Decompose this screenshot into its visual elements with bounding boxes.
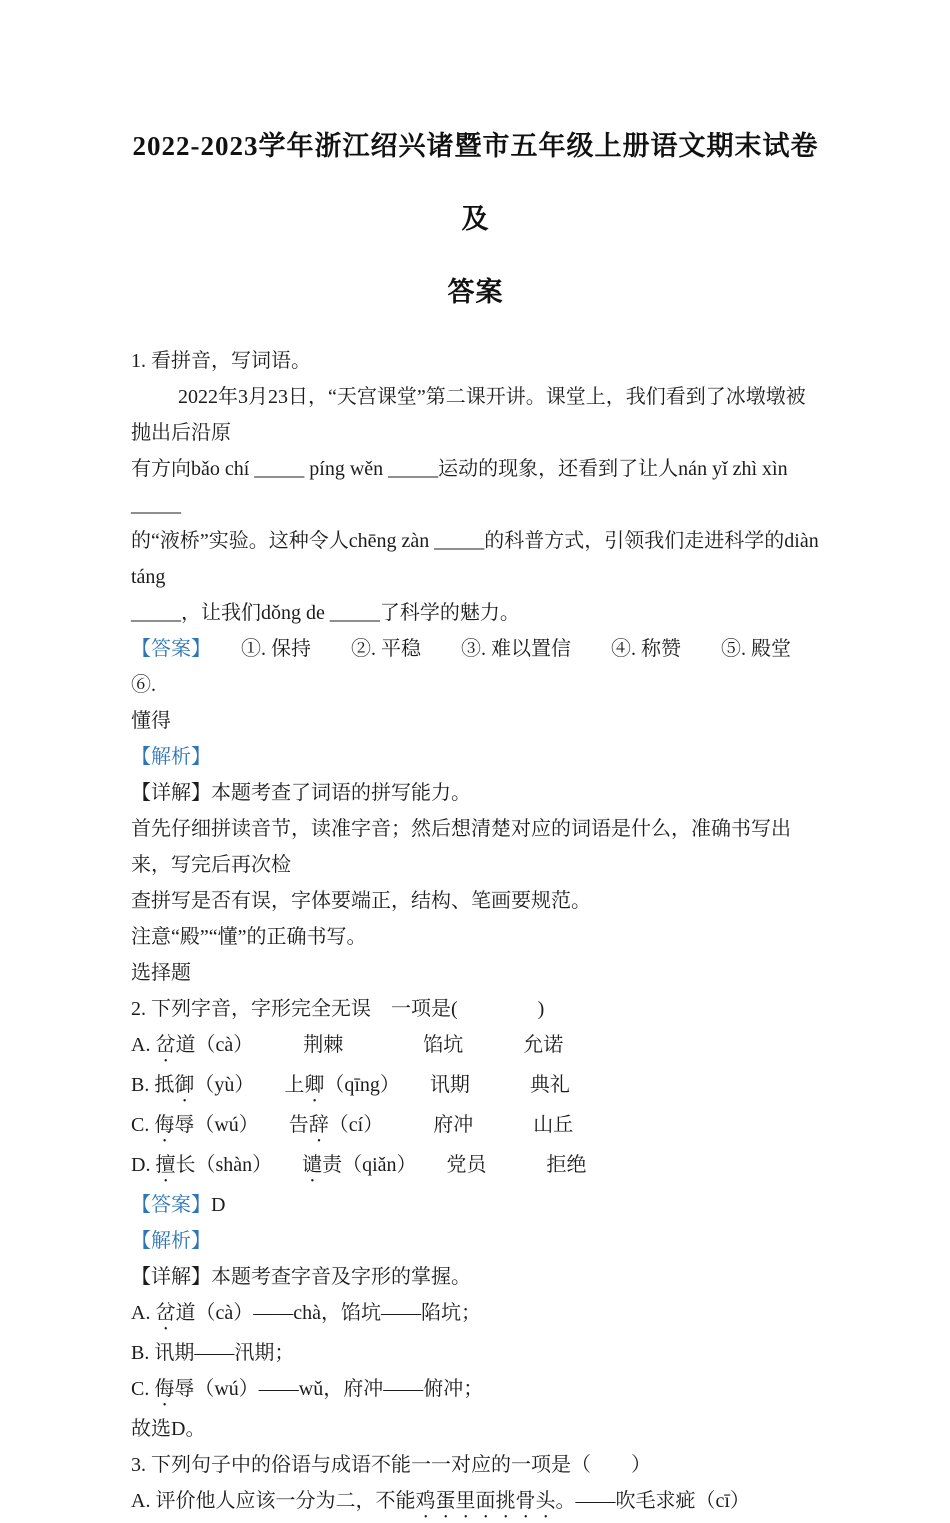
text-segment: 有方向bǎo chí _____ píng wěn _____运动的现象，还看到了让人nán yǐ zhì xìn _____: [131, 458, 793, 516]
text-segment: 2. 下列字音，字形完全无误 一项是( ): [131, 998, 545, 1020]
q2-analysis-line-1: [131, 1259, 820, 1295]
emphasized-text: 岔: [155, 1302, 176, 1324]
question-1-stem: [131, 343, 820, 379]
q1-analysis-line-2: [131, 811, 820, 883]
text-segment: D: [211, 1194, 226, 1216]
q2-analysis-label: [131, 1223, 820, 1259]
text-segment: C.: [131, 1378, 155, 1400]
emphasized-text: 辞: [308, 1114, 329, 1136]
emphasized-text: 岔: [155, 1034, 176, 1056]
text-segment: （cí） 府冲 山丘: [328, 1114, 574, 1136]
q2-analysis-c: [131, 1371, 820, 1411]
emphasized-text: 鸡蛋里面挑骨头: [415, 1490, 556, 1512]
q2-analysis-b: [131, 1335, 820, 1371]
q2-option-a: [131, 1027, 820, 1067]
q2-option-b: [131, 1067, 820, 1107]
doc-body: [131, 343, 831, 1523]
question-3-stem: [131, 1447, 820, 1483]
text-segment: 【详解】本题考查了词语的拼写能力。: [131, 782, 471, 804]
bracket-label: 【答案】: [131, 638, 201, 660]
q1-passage-line-2: [131, 451, 820, 523]
text-segment: 注意“殿”“懂”的正确书写。: [131, 926, 367, 948]
text-segment: 辱（wú） 告: [174, 1114, 309, 1136]
text-segment: 责（qiǎn） 党员 拒绝: [322, 1154, 587, 1176]
text-segment: B. 抵: [131, 1074, 175, 1096]
bracket-label: 【解析】: [131, 746, 211, 768]
title-line-1: 2022-2023学年浙江绍兴诸暨市五年级上册语文期末试卷及: [132, 131, 819, 234]
text-segment: 选择题: [131, 962, 191, 984]
q2-option-d: [131, 1147, 820, 1187]
q1-passage-line-3: [131, 523, 824, 595]
text-segment: D.: [131, 1154, 156, 1176]
text-segment: 。——吹毛求疵（cī）: [555, 1490, 750, 1512]
text-segment: B. 讯期——汛期；: [131, 1342, 295, 1364]
q2-answer: [131, 1187, 820, 1223]
text-segment: （qīng） 讯期 典礼: [324, 1074, 570, 1096]
title-line-2: 答案: [447, 277, 504, 307]
section-heading: [131, 955, 820, 991]
q1-analysis-line-4: [131, 919, 820, 955]
text-segment: ①. 保持 ②. 平稳 ③. 难以置信 ④. 称赞 ⑤. 殿堂 ⑥.: [131, 638, 831, 696]
text-segment: 道（cà） 荆棘 馅坑 允诺: [175, 1034, 564, 1056]
q2-option-c: [131, 1107, 820, 1147]
question-2-stem: [131, 991, 820, 1027]
emphasized-text: 侮: [154, 1378, 175, 1400]
q3-option-a: [131, 1483, 820, 1523]
text-segment: 查拼写是否有误，字体要端正，结构、笔画要规范。: [131, 890, 591, 912]
q1-analysis-line-1: [131, 775, 820, 811]
q1-analysis-line-3: [131, 883, 820, 919]
emphasized-text: 御: [174, 1074, 195, 1096]
emphasized-text: 侮: [154, 1114, 175, 1136]
text-segment: 故选D。: [131, 1418, 206, 1440]
text-segment: 道（cà）——chà，馅坑——陷坑；: [175, 1302, 481, 1324]
q1-passage-line-1: [131, 379, 820, 451]
text-segment: 长（shàn）: [175, 1154, 303, 1176]
bracket-label: 【解析】: [131, 1230, 211, 1252]
document-title: [131, 110, 820, 329]
text-segment: 3. 下列句子中的俗语与成语不能一一对应的一项是（ ）: [131, 1454, 651, 1476]
emphasized-text: 卿: [304, 1074, 325, 1096]
text-segment: A.: [131, 1034, 156, 1056]
text-segment: 【详解】本题考查字音及字形的掌握。: [131, 1266, 471, 1288]
text-segment: A.: [131, 1302, 156, 1324]
emphasized-text: 擅: [155, 1154, 176, 1176]
text-segment: A. 评价他人应该一分为二，不能: [131, 1490, 416, 1512]
text-segment: 1. 看拼音，写词语。: [131, 350, 311, 372]
text-segment: 辱（wú）——wǔ，府冲——俯冲；: [174, 1378, 484, 1400]
q1-passage-line-4: [131, 595, 820, 631]
text-segment: 懂得: [131, 710, 171, 732]
q1-answer: [131, 631, 831, 703]
q1-analysis-label: [131, 739, 820, 775]
text-segment: 首先仔细拼读音节，读准字音；然后想清楚对应的词语是什么，准确书写出来，写完后再次检: [131, 818, 791, 876]
q1-answer-cont: [131, 703, 820, 739]
bracket-label: 【答案】: [131, 1194, 211, 1216]
emphasized-text: 谴: [302, 1154, 323, 1176]
q2-conclusion: [131, 1411, 820, 1447]
text-segment: （yù） 上: [194, 1074, 305, 1096]
q2-analysis-a: [131, 1295, 820, 1335]
text-segment: _____，让我们dǒng de _____了科学的魅力。: [131, 602, 520, 624]
text-segment: 的“液桥”实验。这种令人chēng zàn _____的科普方式，引领我们走进科学的diàn táng: [131, 530, 824, 588]
text-segment: C.: [131, 1114, 155, 1136]
text-segment: 2022年3月23日，“天宫课堂”第二课开讲。课堂上，我们看到了冰墩墩被抛出后沿原: [131, 386, 806, 444]
